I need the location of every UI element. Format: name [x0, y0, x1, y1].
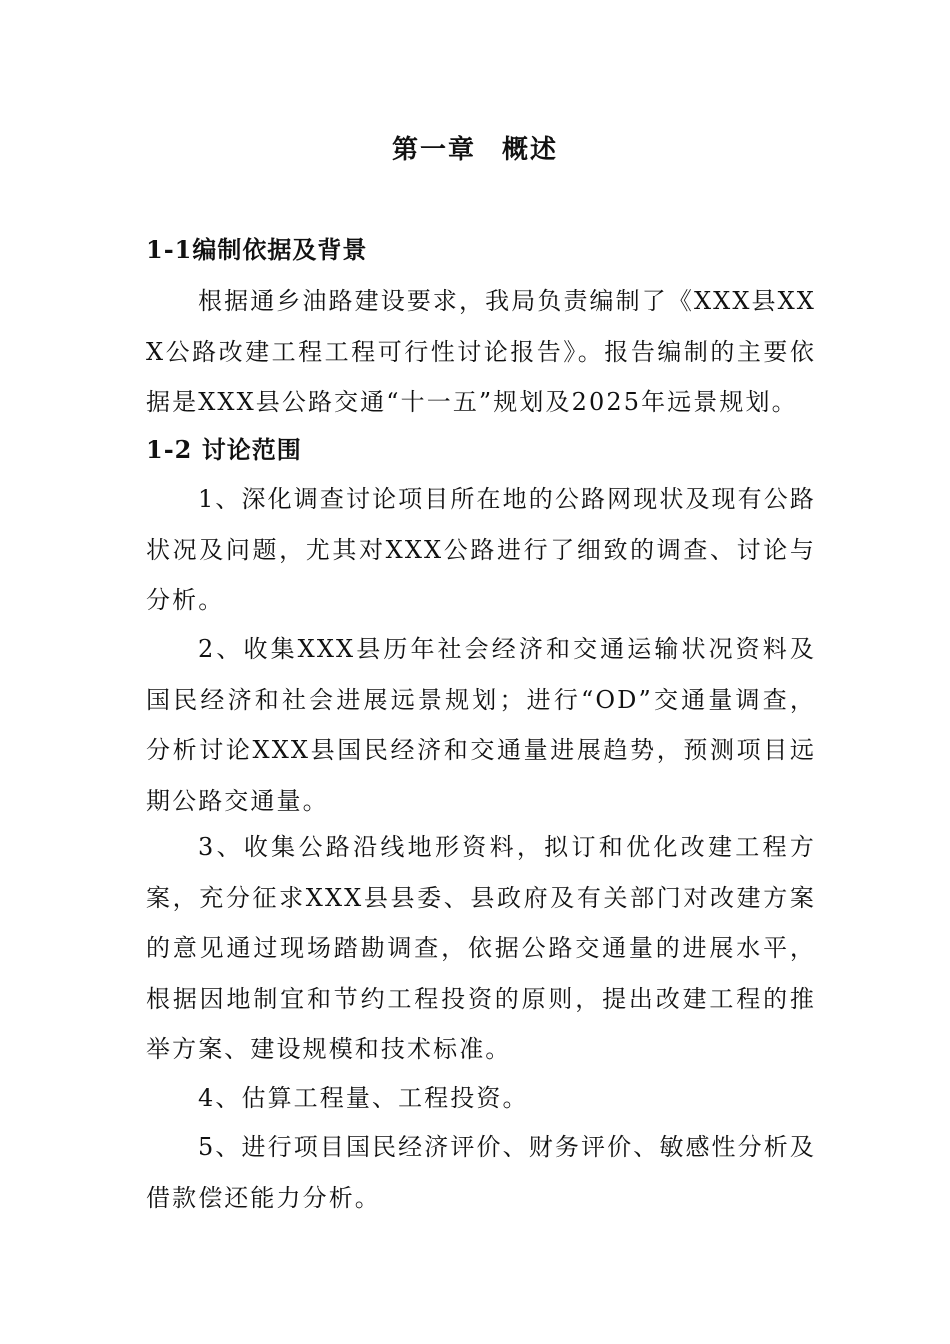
paragraph-scope-3: 3、收集公路沿线地形资料，拟订和优化改建工程方案，充分征求XXX县县委、县政府及有关部门对改建方案的意见通过现场踏勘调查，依据公路交通量的进展水平，根据因地制宜和节约工程投资的原则，提出改建工程的推举方案、建设规模和技术标准。	[146, 833, 816, 1063]
section-heading-1-2: 1-2 讨论范围	[146, 435, 302, 464]
chapter-number: 第一章	[391, 135, 476, 165]
paragraph-scope-5: 5、进行项目国民经济评价、财务评价、敏感性分析及借款偿还能力分析。	[146, 1133, 816, 1212]
paragraph-scope-2: 2、收集XXX县历年社会经济和交通运输状况资料及国民经济和社会进展远景规划；进行“OD”交通量调查，分析讨论XXX县国民经济和交通量进展趋势，预测项目远期公路交通量。	[146, 635, 816, 815]
paragraph-scope-1: 1、深化调查讨论项目所在地的公路网现状及现有公路状况及问题，尤其对XXX公路进行了细致的调查、讨论与分析。	[146, 485, 816, 614]
section-heading-1-1: 1-1编制依据及背景	[146, 235, 368, 264]
chapter-name: 概述	[502, 135, 559, 165]
paragraph-scope-4: 4、估算工程量、工程投资。	[198, 1084, 529, 1112]
paragraph-basis: 根据通乡油路建设要求，我局负责编制了《XXX县XXX公路改建工程工程可行性讨论报告》。报告编制的主要依据是XXX县公路交通“十一五”规划及2025年远景规划。	[146, 287, 816, 416]
chapter-title	[0, 132, 950, 168]
